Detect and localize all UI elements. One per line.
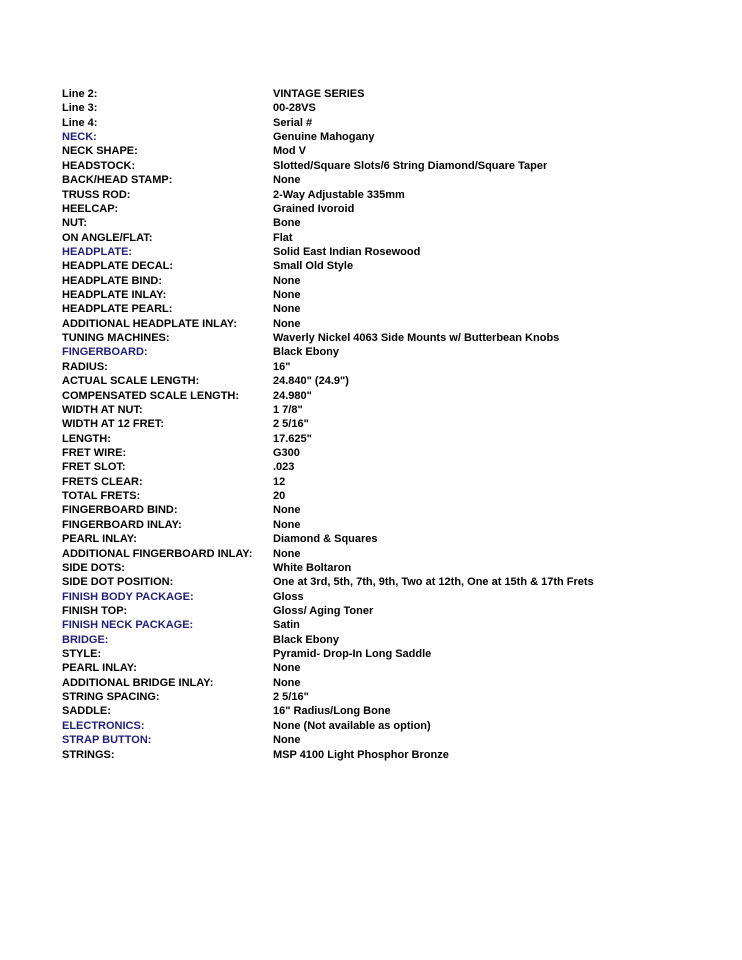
spec-value: None (Not available as option) bbox=[273, 719, 431, 732]
spec-label: PEARL INLAY: bbox=[62, 533, 137, 546]
spec-value: Black Ebony bbox=[273, 633, 340, 646]
spec-row bbox=[62, 87, 702, 101]
spec-value: 1 7/8" bbox=[273, 403, 303, 416]
spec-value: MSP 4100 Light Phosphor Bronze bbox=[273, 748, 449, 761]
spec-sheet bbox=[62, 87, 702, 762]
spec-label: ACTUAL SCALE LENGTH: bbox=[62, 375, 200, 388]
spec-value: 16" bbox=[273, 360, 291, 373]
spec-label: SIDE DOTS: bbox=[62, 561, 125, 574]
spec-value: Grained Ivoroid bbox=[273, 202, 355, 215]
spec-value: Genuine Mahogany bbox=[273, 131, 375, 144]
spec-row bbox=[62, 202, 702, 216]
spec-row bbox=[62, 245, 702, 259]
spec-row bbox=[62, 590, 702, 604]
spec-label: ELECTRONICS: bbox=[62, 719, 145, 732]
spec-label: FINISH BODY PACKAGE: bbox=[62, 590, 194, 603]
spec-label: FINISH TOP: bbox=[62, 604, 128, 617]
spec-label: FRET SLOT: bbox=[62, 461, 126, 474]
spec-row bbox=[62, 475, 702, 489]
spec-row bbox=[62, 518, 702, 532]
spec-label: Line 4: bbox=[62, 116, 98, 129]
spec-label: NUT: bbox=[62, 217, 88, 230]
spec-value: White Boltaron bbox=[273, 561, 352, 574]
spec-label: FINGERBOARD BIND: bbox=[62, 504, 178, 517]
spec-row bbox=[62, 130, 702, 144]
spec-label: HEADPLATE DECAL: bbox=[62, 260, 174, 273]
spec-label: WIDTH AT NUT: bbox=[62, 403, 143, 416]
spec-label: SADDLE: bbox=[62, 705, 111, 718]
spec-row bbox=[62, 374, 702, 388]
spec-label: HEADPLATE BIND: bbox=[62, 274, 163, 287]
spec-label: STRING SPACING: bbox=[62, 691, 160, 704]
spec-label: ADDITIONAL HEADPLATE INLAY: bbox=[62, 317, 237, 330]
spec-value: 24.840" (24.9") bbox=[273, 375, 349, 388]
spec-row bbox=[62, 274, 702, 288]
spec-value: 20 bbox=[273, 490, 286, 503]
spec-row bbox=[62, 403, 702, 417]
spec-label: NECK SHAPE: bbox=[62, 145, 138, 158]
spec-label: HEELCAP: bbox=[62, 202, 119, 215]
spec-row bbox=[62, 331, 702, 345]
spec-label: HEADPLATE: bbox=[62, 245, 133, 258]
spec-label: Line 3: bbox=[62, 102, 98, 115]
spec-value: 00-28VS bbox=[273, 102, 316, 115]
spec-value: None bbox=[273, 303, 301, 316]
spec-value: G300 bbox=[273, 446, 300, 459]
spec-row bbox=[62, 704, 702, 718]
spec-row bbox=[62, 101, 702, 115]
spec-value: None bbox=[273, 317, 301, 330]
spec-value: 12 bbox=[273, 475, 286, 488]
spec-value: None bbox=[273, 734, 301, 747]
spec-label: STRINGS: bbox=[62, 748, 115, 761]
spec-label: STRAP BUTTON: bbox=[62, 734, 152, 747]
spec-value: VINTAGE SERIES bbox=[273, 88, 365, 100]
spec-row bbox=[62, 302, 702, 316]
spec-row bbox=[62, 144, 702, 158]
spec-row bbox=[62, 532, 702, 546]
spec-value: None bbox=[273, 274, 301, 287]
spec-value: 2 5/16" bbox=[273, 691, 309, 704]
spec-row bbox=[62, 647, 702, 661]
spec-row bbox=[62, 345, 702, 359]
spec-label: SIDE DOT POSITION: bbox=[62, 576, 174, 589]
spec-label: FINGERBOARD: bbox=[62, 346, 148, 359]
spec-row bbox=[62, 360, 702, 374]
spec-row bbox=[62, 618, 702, 632]
spec-value: Solid East Indian Rosewood bbox=[273, 245, 421, 258]
spec-row bbox=[62, 748, 702, 762]
spec-row bbox=[62, 503, 702, 517]
spec-row bbox=[62, 432, 702, 446]
spec-label: TRUSS ROD: bbox=[62, 188, 131, 201]
spec-label: WIDTH AT 12 FRET: bbox=[62, 418, 165, 431]
spec-row bbox=[62, 288, 702, 302]
spec-value: None bbox=[273, 518, 301, 531]
spec-value: None bbox=[273, 662, 301, 675]
spec-value: Flat bbox=[273, 231, 293, 244]
spec-value: Satin bbox=[273, 619, 300, 632]
spec-value: None bbox=[273, 174, 301, 187]
spec-row bbox=[62, 159, 702, 173]
spec-value: .023 bbox=[273, 461, 295, 474]
spec-label: BRIDGE: bbox=[62, 633, 109, 646]
spec-value: Waverly Nickel 4063 Side Mounts w/ Butterbean Knobs bbox=[273, 332, 560, 345]
spec-value: 2-Way Adjustable 335mm bbox=[273, 188, 405, 201]
spec-label: ON ANGLE/FLAT: bbox=[62, 231, 153, 244]
spec-label: FRET WIRE: bbox=[62, 446, 127, 459]
spec-label: Line 2: bbox=[62, 88, 98, 100]
spec-value: None bbox=[273, 547, 301, 560]
spec-row bbox=[62, 259, 702, 273]
spec-row bbox=[62, 604, 702, 618]
spec-label: STYLE: bbox=[62, 648, 102, 661]
spec-value: Bone bbox=[273, 217, 301, 230]
spec-label: HEADSTOCK: bbox=[62, 159, 136, 172]
spec-label: HEADPLATE PEARL: bbox=[62, 303, 173, 316]
spec-label: RADIUS: bbox=[62, 360, 108, 373]
spec-row bbox=[62, 733, 702, 747]
spec-label: FINGERBOARD INLAY: bbox=[62, 518, 182, 531]
spec-row bbox=[62, 661, 702, 675]
spec-value: None bbox=[273, 289, 301, 302]
spec-row bbox=[62, 575, 702, 589]
spec-label: LENGTH: bbox=[62, 432, 111, 445]
spec-value: Small Old Style bbox=[273, 260, 354, 273]
spec-row bbox=[62, 389, 702, 403]
spec-row bbox=[62, 489, 702, 503]
spec-value: One at 3rd, 5th, 7th, 9th, Two at 12th, One at 15th & 17th Frets bbox=[273, 576, 594, 589]
spec-label: HEADPLATE INLAY: bbox=[62, 289, 167, 302]
spec-label: TOTAL FRETS: bbox=[62, 490, 141, 503]
spec-label: ADDITIONAL BRIDGE INLAY: bbox=[62, 676, 214, 689]
spec-row bbox=[62, 317, 702, 331]
spec-label: FINISH NECK PACKAGE: bbox=[62, 619, 194, 632]
spec-label: COMPENSATED SCALE LENGTH: bbox=[62, 389, 240, 402]
spec-value: 16" Radius/Long Bone bbox=[273, 705, 391, 718]
spec-row bbox=[62, 633, 702, 647]
spec-value: Black Ebony bbox=[273, 346, 340, 359]
spec-row bbox=[62, 547, 702, 561]
spec-row bbox=[62, 173, 702, 187]
spec-row bbox=[62, 446, 702, 460]
spec-value: Slotted/Square Slots/6 String Diamond/Square Taper bbox=[273, 159, 548, 172]
spec-label: PEARL INLAY: bbox=[62, 662, 137, 675]
spec-value: Gloss/ Aging Toner bbox=[273, 604, 374, 617]
spec-value: 2 5/16" bbox=[273, 418, 309, 431]
spec-row bbox=[62, 460, 702, 474]
spec-label: NECK: bbox=[62, 131, 97, 144]
spec-row bbox=[62, 116, 702, 130]
spec-label: BACK/HEAD STAMP: bbox=[62, 174, 173, 187]
spec-label: FRETS CLEAR: bbox=[62, 475, 143, 488]
spec-row bbox=[62, 417, 702, 431]
spec-value: Mod V bbox=[273, 145, 306, 158]
spec-row bbox=[62, 676, 702, 690]
spec-value: Pyramid- Drop-In Long Saddle bbox=[273, 648, 432, 661]
spec-row bbox=[62, 690, 702, 704]
spec-row bbox=[62, 231, 702, 245]
spec-label: TUNING MACHINES: bbox=[62, 332, 170, 345]
spec-row bbox=[62, 719, 702, 733]
spec-value: 24.980" bbox=[273, 389, 312, 402]
spec-row bbox=[62, 188, 702, 202]
spec-label: ADDITIONAL FINGERBOARD INLAY: bbox=[62, 547, 253, 560]
spec-value: 17.625" bbox=[273, 432, 312, 445]
spec-value: Serial # bbox=[273, 116, 313, 129]
spec-value: None bbox=[273, 676, 301, 689]
spec-row bbox=[62, 561, 702, 575]
spec-value: None bbox=[273, 504, 301, 517]
spec-value: Gloss bbox=[273, 590, 304, 603]
spec-row bbox=[62, 216, 702, 230]
spec-value: Diamond & Squares bbox=[273, 533, 378, 546]
